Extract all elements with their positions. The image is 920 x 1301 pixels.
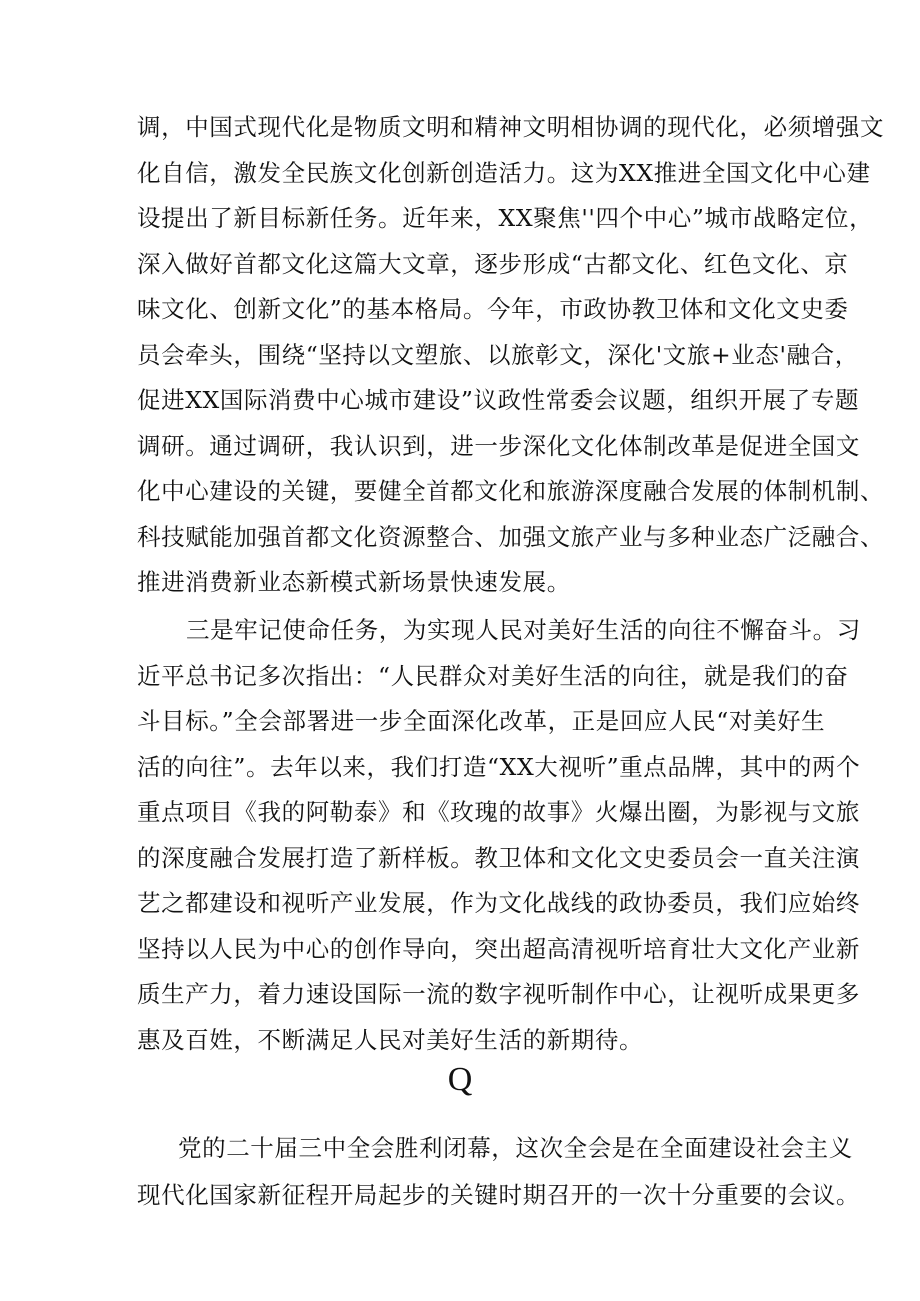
paragraph-1-line-5: 味文化、创新文化”的基本格局。今年，市政协教卫体和文化文史委: [137, 295, 849, 323]
paragraph-1-line-7: 促进XX国际消费中心城市建设”议政性常委会议题，组织开展了专题: [137, 386, 860, 414]
paragraph-2-line-9: 质生产力，着力速设国际一流的数字视听制作中心，让视听成果更多: [137, 980, 860, 1008]
paragraph-1-line-1: 调，中国式现代化是物质文明和精神文明相协调的现代化，必须增强文: [137, 113, 885, 141]
paragraph-1-line-9: 化中心建设的关键，要健全首都文化和旅游深度融合发展的体制机制、: [137, 477, 885, 505]
final-paragraph-line-2: 现代化国家新征程开局起步的关键时期召开的一次十分重要的会议。: [137, 1181, 860, 1209]
paragraph-2-line-1: 三是牢记使命任务，为实现人民对美好生活的向往不懈奋斗。习: [186, 616, 861, 644]
paragraph-1-line-11: 推进消费新业态新模式新场景快速发展。: [137, 568, 571, 596]
paragraph-2-line-7: 艺之都建设和视听产业发展，作为文化战线的政协委员，我们应始终: [137, 889, 860, 917]
paragraph-1-line-4: 深入做好首都文化这篇大文章，逐步形成“古都文化、红色文化、京: [137, 250, 849, 278]
paragraph-2-line-8: 坚持以人民为中心的创作导向，突出超高清视听培育壮大文化产业新: [137, 935, 860, 963]
paragraph-2-line-5: 重点项目《我的阿勒泰》和《玫瑰的故事》火爆出圈，为影视与文旅: [137, 798, 860, 826]
paragraph-2-line-10: 惠及百姓，不断满足人民对美好生活的新期待。: [137, 1026, 644, 1054]
paragraph-2-line-4: 活的向往”。去年以来，我们打造“XX大视听”重点品牌，其中的两个: [137, 753, 861, 781]
paragraph-2-line-6: 的深度融合发展打造了新样板。教卫体和文化文史委员会一直关注演: [137, 844, 860, 872]
paragraph-1-line-8: 调研。通过调研，我认识到，进一步深化文化体制改革是促进全国文: [137, 432, 860, 460]
paragraph-2-line-3: 斗目标。”全会部署进一步全面深化改革，正是回应人民“对美好生: [137, 707, 826, 735]
paragraph-1-line-3: 设提出了新目标新任务。近年来，XX聚焦''四个中心”城市战略定位，: [137, 204, 874, 232]
final-paragraph-line-1: 党的二十届三中全会胜利闭幕，这次全会是在全面建设社会主义: [178, 1134, 853, 1162]
paragraph-1-line-10: 科技赋能加强首都文化资源整合、加强文旅产业与多种业态广泛融合、: [137, 523, 885, 551]
paragraph-1-line-6: 员会牵头，围绕“坚持以文塑旅、以旅彰文，深化'文旅+业态'融合，: [137, 341, 859, 369]
section-heading: Q: [447, 1061, 473, 1098]
paragraph-2-line-2: 近平总书记多次指出：“人民群众对美好生活的向往，就是我们的奋: [137, 662, 849, 690]
paragraph-1-line-2: 化自信，激发全民族文化创新创造活力。这为XX推进全国文化中心建: [137, 159, 871, 187]
